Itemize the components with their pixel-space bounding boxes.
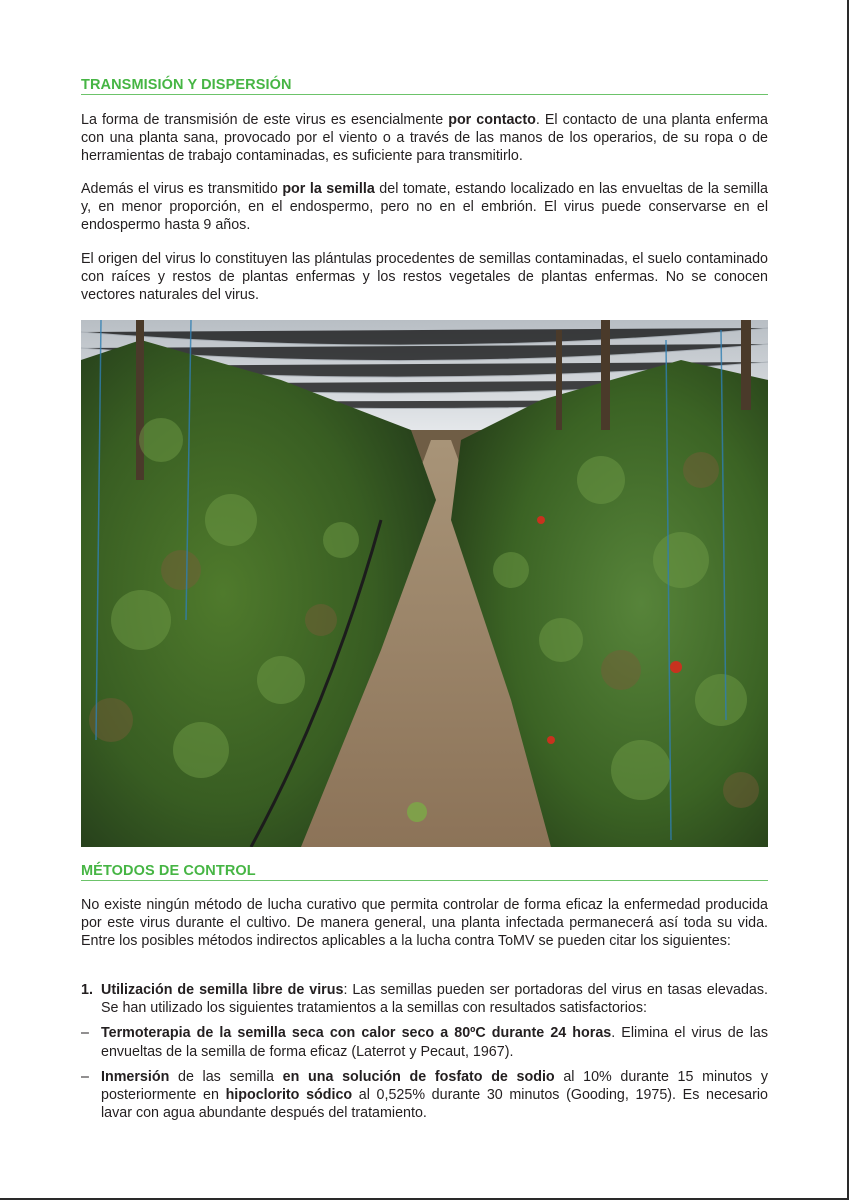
sub-item-inmersion bbox=[81, 1068, 768, 1123]
dash-bullet: – bbox=[81, 1068, 89, 1085]
paragraph-origin: El origen del virus lo constituyen las plántulas procedentes de semillas contaminadas, el suelo contaminado con raíces y restos de plantas enfermas y los restos vegetales de plantas enfermas. No se conocen vectores naturales del virus. bbox=[81, 251, 768, 304]
dash-bullet: – bbox=[81, 1025, 89, 1042]
sub-item-text: Inmersión de las semilla en una solución de fosfato de sodio al 10% durante 15 minutos y posteriormente en hipoclorito sódico al 0,525% durante 30 minutos (Gooding, 1975). Es necesario lavar con agua abundante después del tratamiento. bbox=[101, 1068, 768, 1122]
sub-item-termoterapia bbox=[81, 1024, 769, 1060]
greenhouse-illustration bbox=[81, 320, 768, 847]
greenhouse-tomato-photo bbox=[81, 320, 768, 847]
list-item bbox=[81, 981, 768, 1122]
sub-item-text: Termoterapia de la semilla seca con calor seco a 80ºC durante 24 horas. Elimina el virus de las envueltas de la semilla de forma eficaz (Laterrot y Pecaut, 1967). bbox=[101, 1025, 769, 1060]
list-number: 1. bbox=[81, 982, 93, 998]
paragraph-control-intro: No existe ningún método de lucha curativo que permita controlar de forma eficaz la enfermedad producida por este virus durante el cultivo. De manera general, una planta infectada permanecerá así toda su vida. Entre los posibles métodos indirectos aplicables a la lucha contra ToMV se pueden citar los siguientes: bbox=[81, 897, 768, 950]
paragraph-contact: La forma de transmisión de este virus es esencialmente por contacto. El contacto de una planta enferma con una planta sana, provocado por el viento o a través de las manos de los operarios, de su ropa o de herramientas de trabajo contaminadas, es suficiente para transmitirlo. bbox=[81, 112, 768, 165]
section-heading-control: MÉTODOS DE CONTROL bbox=[81, 863, 768, 881]
paragraph-seed: Además el virus es transmitido por la semilla del tomate, estando localizado en las envueltas de la semilla y, en menor proporción, en el endospermo, pero no en el embrión. El virus puede conservarse en el endospermo hasta 9 años. bbox=[81, 181, 768, 234]
section-heading-transmision: TRANSMISIÓN Y DISPERSIÓN bbox=[81, 77, 768, 95]
list-item-text: Utilización de semilla libre de virus: Las semillas pueden ser portadoras del virus en tasas elevadas. Se han utilizado los siguientes tratamientos a la semillas con resultados satisfactorios: bbox=[101, 982, 768, 1017]
